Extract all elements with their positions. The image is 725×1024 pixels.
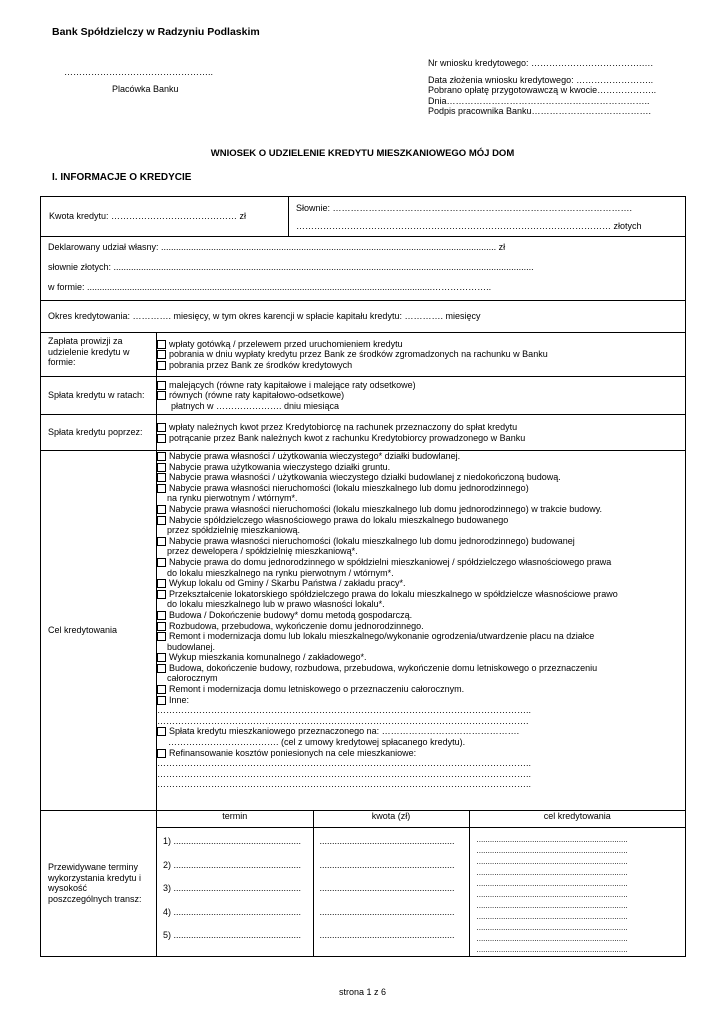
installments-label: Spłata kredytu w ratach:: [41, 377, 157, 415]
kwota-list: [314, 830, 469, 948]
tranche-termin-field[interactable]: 1) ...................................................: [163, 836, 302, 846]
termin-column: [157, 828, 313, 956]
repayment-option-transfer[interactable]: wpłaty należnych kwot przez Kredytobiorcę na rachunek przeznaczony do spłat kredytu: [157, 422, 685, 433]
tranche-cel-field[interactable]: ....................................................................: [476, 934, 628, 943]
checkbox[interactable]: [157, 622, 166, 631]
checkbox[interactable]: [157, 749, 166, 758]
period-text: Okres kredytowania: …………. miesięcy, w tym okres karencji w spłacie kapitału kredytu: …………. miesięcy: [48, 311, 481, 322]
declared-amount: Deklarowany udział własny: ...................................................................................................................................... zł: [48, 242, 506, 252]
tranches-row: [41, 811, 686, 957]
tranche-kwota-field[interactable]: ......................................................: [319, 906, 455, 917]
checkbox[interactable]: [157, 463, 166, 472]
tranche-termin-field[interactable]: 4) ...................................................: [163, 906, 302, 917]
tranches-label: Przewidywane terminy wykorzystania kredytu i wysokość poszczególnych transz:: [41, 811, 157, 957]
purpose-option-line: Remont i modernizacja domu letniskowego o przeznaczeniu całorocznym.: [169, 684, 465, 695]
purpose-option-label: [169, 462, 390, 473]
page-number: strona 1 z 6: [338, 987, 387, 997]
checkbox[interactable]: [157, 340, 166, 349]
checkbox[interactable]: [157, 452, 166, 461]
checkbox[interactable]: [157, 516, 166, 525]
purpose-option[interactable]: [157, 515, 685, 536]
amount-words-line1: Słownie: ……………………………………………………………………………………….: [296, 203, 633, 213]
tranche-cel-field[interactable]: ....................................................................: [476, 879, 628, 888]
checkbox[interactable]: [157, 434, 166, 443]
purpose-option[interactable]: [157, 462, 685, 473]
purpose-option-label: [169, 578, 406, 589]
refinance-costs-line-3[interactable]: ……………………………………………………………………………………………………………..: [157, 779, 532, 790]
purpose-option[interactable]: [157, 652, 685, 663]
header-kwota: kwota (zł): [313, 811, 469, 828]
tranche-kwota-field[interactable]: ......................................................: [319, 859, 455, 870]
tranche-termin-field[interactable]: 2) ...................................................: [163, 859, 302, 870]
purpose-option-line: całorocznym: [167, 673, 218, 684]
installment-payment-day: płatnych w …………………. dniu miesiąca: [171, 400, 340, 411]
purpose-option[interactable]: [157, 684, 685, 695]
tranche-kwota-field[interactable]: ......................................................: [319, 930, 455, 940]
submission-date-field: Data złożenia wniosku kredytowego: ……………………..: [428, 74, 654, 85]
commission-option-cash[interactable]: wpłaty gotówką / przelewem przed uruchomieniem kredytu: [157, 339, 685, 350]
purpose-option-refinance-costs[interactable]: Refinansowanie kosztów poniesionych na cele mieszkaniowe:: [157, 748, 685, 759]
purpose-option-line: Nabycie prawa do domu jednorodzinnego w spółdzielni mieszkaniowej / spółdzielczego własnościowego prawa: [169, 556, 612, 567]
purpose-option[interactable]: [157, 451, 685, 462]
checkbox[interactable]: [157, 590, 166, 599]
amount-label: Kwota kredytu: …………………………………… zł: [49, 211, 247, 222]
installment-option-decreasing[interactable]: malejących (równe raty kapitałowe i malejące raty odsetkowe): [157, 380, 685, 391]
repayment-options: [157, 415, 686, 451]
commission-option-credit[interactable]: pobrania przez Bank ze środków kredytowych: [157, 360, 685, 371]
tranche-cel-field[interactable]: ....................................................................: [476, 912, 628, 921]
purpose-option-label: [169, 589, 618, 610]
purpose-option-label: [169, 631, 594, 652]
fee-field: Pobrano opłatę przygotowawczą w kwocie………………..: [428, 85, 657, 96]
purpose-option-line: budowlanej.: [167, 641, 216, 652]
tranche-cel-field[interactable]: ....................................................................: [476, 835, 628, 844]
termin-list: [157, 830, 313, 948]
amount-words-line2: …………………………………………………………………………………………… złotych: [296, 220, 642, 231]
tranche-termin-field[interactable]: 5) ...................................................: [163, 930, 302, 940]
commission-options: [157, 333, 686, 377]
tranches-body-row: [157, 828, 685, 956]
period-cell[interactable]: [41, 301, 686, 333]
checkbox[interactable]: [157, 558, 166, 567]
checkbox[interactable]: [157, 632, 166, 641]
refinance-loan-purpose[interactable]: ………………………………. (cel z umowy kredytowej spłacanego kredytu).: [168, 737, 466, 748]
purpose-option-label: [169, 515, 508, 536]
purpose-option-label: [169, 483, 529, 504]
checkbox[interactable]: [157, 350, 166, 359]
purpose-option-label: [169, 684, 464, 695]
purpose-option[interactable]: [157, 589, 685, 610]
tranche-cel-field[interactable]: ....................................................................: [476, 846, 628, 855]
purpose-option-line: Wykup mieszkania komunalnego / zakładowego*.: [169, 652, 367, 663]
branch-label: Placówka Banku: [112, 84, 179, 94]
purpose-option-line: do lokalu mieszkalnego lub w prawo własności lokalu*.: [167, 599, 385, 610]
purpose-option[interactable]: [157, 536, 685, 557]
tranche-cel-field[interactable]: ....................................................................: [476, 857, 628, 866]
purpose-option[interactable]: [157, 621, 685, 632]
purpose-option[interactable]: [157, 557, 685, 578]
purpose-option-label: [169, 663, 597, 684]
purpose-option-line: Nabycie prawa własności nieruchomości (lokalu mieszkalnego lub domu jednorodzinnego) w trakcie budowy.: [169, 503, 603, 514]
purpose-row: [41, 451, 686, 811]
checkbox[interactable]: [157, 579, 166, 588]
purpose-option[interactable]: [157, 663, 685, 684]
purpose-option-label: [169, 451, 460, 462]
tranche-kwota-field[interactable]: ......................................................: [319, 883, 455, 893]
declared-words: słownie złotych: ........................................................................................................................................................................: [48, 261, 534, 272]
other-line-1[interactable]: ……………………………………………………………………………………………………………..: [157, 705, 532, 716]
purpose-option-line: do lokalu mieszkalnego na rynku pierwotnym / wtórnym*.: [167, 567, 394, 578]
checkbox[interactable]: [157, 423, 166, 432]
tranche-cel-field[interactable]: ....................................................................: [476, 890, 628, 899]
installments-options: [157, 377, 686, 415]
cel-column: [469, 828, 685, 956]
purpose-option-label: [169, 652, 367, 663]
checkbox[interactable]: [157, 727, 166, 736]
purpose-option-line: Budowa, dokończenie budowy, rozbudowa, przebudowa, wykończenie domu letniskowego o przeznaczeniu: [169, 662, 598, 673]
checkbox[interactable]: [157, 391, 166, 400]
purpose-option-line: Remont i modernizacja domu lub lokalu mieszkalnego/wykonanie ogrodzenia/utwardzenie placu na działce: [169, 631, 595, 642]
commission-row: [41, 333, 686, 377]
purpose-options: [157, 451, 686, 811]
checkbox[interactable]: [157, 611, 166, 620]
tranches-header-row: [157, 811, 685, 828]
purpose-option-line: Przekształcenie lokatorskiego spółdzielczego prawa do lokalu mieszkalnego w spółdzielcze własnościowe prawo: [169, 588, 618, 599]
purpose-option-line: Rozbudowa, przebudowa, wykończenie domu jednorodzinnego.: [169, 620, 424, 631]
checkbox[interactable]: [157, 696, 166, 705]
commission-option-account[interactable]: pobrania w dniu wypłaty kredytu przez Bank ze środków zgromadzonych na rachunku w Banku: [157, 349, 685, 360]
amount-words-cell[interactable]: [289, 197, 686, 237]
checkbox[interactable]: [157, 537, 166, 546]
refinance-costs-line-2[interactable]: ……………………………………………………………………………………………………………..: [157, 768, 532, 779]
purpose-option-refinance-loan[interactable]: Spłata kredytu mieszkaniowego przeznaczonego na: ……………………………………….: [157, 726, 685, 737]
amount-row: [41, 197, 686, 237]
purpose-option-line: Nabycie prawa własności / użytkowania wieczystego działki budowlanej z niedokończoną budową.: [169, 472, 561, 483]
purpose-label: Cel kredytowania: [41, 451, 157, 811]
credit-info-table: [40, 196, 686, 957]
repayment-row: [41, 415, 686, 451]
checkbox[interactable]: [157, 505, 166, 514]
purpose-option-label: [169, 557, 611, 578]
purpose-option-line: Wykup lokalu od Gminy / Skarbu Państwa / zakładu pracy*.: [169, 578, 406, 589]
bank-name: Bank Spółdzielczy w Radzyniu Podlaskim: [52, 26, 260, 38]
bank-use-fields: [428, 58, 656, 117]
checkbox[interactable]: [157, 473, 166, 482]
header-cel: cel kredytowania: [469, 811, 685, 828]
purpose-option-line: Nabycie prawa użytkowania wieczystego działki gruntu.: [169, 461, 391, 472]
checkbox[interactable]: [157, 484, 166, 493]
branch-dots: …………………………………………..: [64, 67, 214, 77]
tranches-table: [157, 811, 685, 956]
employee-signature-field: Podpis pracownika Banku………………………………….: [428, 106, 652, 117]
section-title: I. INFORMACJE O KREDYCIE: [52, 172, 192, 183]
other-line-2[interactable]: …………………………………………………………………………………………………………….: [157, 715, 529, 726]
installment-option-equal[interactable]: równych (równe raty kapitałowo-odsetkowe): [157, 390, 685, 401]
checkbox[interactable]: [157, 381, 166, 390]
purpose-option[interactable]: [157, 483, 685, 504]
tranche-cel-field[interactable]: ....................................................................: [476, 923, 628, 932]
refinance-costs-line-1[interactable]: ……………………………………………………………………………………………………………..: [157, 758, 532, 769]
purpose-option-line: przez dewelopera / spółdzielnię mieszkaniową*.: [167, 546, 358, 557]
purpose-option-line: na rynku pierwotnym / wtórnym*.: [167, 493, 298, 504]
declared-cell[interactable]: [41, 237, 686, 301]
checkbox[interactable]: [157, 653, 166, 662]
purpose-option[interactable]: [157, 631, 685, 652]
purpose-option-label: [169, 536, 575, 557]
period-row: [41, 301, 686, 333]
purpose-option-line: Nabycie spółdzielczego własnościowego prawa do lokalu mieszkalnego budowanego: [169, 514, 509, 525]
kwota-column: [313, 828, 469, 956]
purpose-option-label: [169, 472, 561, 483]
installments-row: [41, 377, 686, 415]
tranche-cel-field[interactable]: ....................................................................: [476, 945, 628, 954]
date-field: Dnia…………………………………………………………..: [428, 95, 650, 106]
checkbox[interactable]: [157, 685, 166, 694]
declared-form: w formie: ..........................................................................................................................................………………..: [48, 282, 492, 293]
purpose-option-line: Nabycie prawa własności nieruchomości (lokalu mieszkalnego lub domu jednorodzinnego): [169, 482, 529, 493]
repayment-option-deduction[interactable]: potrącanie przez Bank należnych kwot z rachunku Kredytobiorcy prowadzonego w Banku: [157, 433, 685, 444]
purpose-option-line: Nabycie prawa własności nieruchomości (lokalu mieszkalnego lub domu jednorodzinnego) budowanej: [169, 535, 575, 546]
cel-list: [470, 834, 686, 955]
purpose-option[interactable]: [157, 610, 685, 621]
document-title: WNIOSEK O UDZIELENIE KREDYTU MIESZKANIOWEGO MÓJ DOM: [210, 148, 515, 159]
declared-row: [41, 237, 686, 301]
purpose-option[interactable]: [157, 472, 685, 483]
tranches-cell: [157, 811, 686, 957]
tranche-kwota-field[interactable]: ......................................................: [319, 836, 455, 846]
purpose-option-line: Budowa / Dokończenie budowy* domu metodą gospodarczą.: [169, 609, 413, 620]
checkbox[interactable]: [157, 361, 166, 370]
purpose-option-other[interactable]: Inne:: [157, 695, 685, 706]
purpose-option-label: [169, 610, 412, 621]
purpose-option-label: [169, 504, 602, 515]
tranche-termin-field[interactable]: 3) ...................................................: [163, 883, 302, 893]
commission-label: Zapłata prowizji za udzielenie kredytu w formie:: [41, 333, 157, 377]
purpose-option[interactable]: [157, 578, 685, 589]
tranche-cel-field[interactable]: ....................................................................: [476, 868, 628, 877]
tranche-cel-field[interactable]: ....................................................................: [476, 901, 628, 910]
purpose-option-list: [157, 451, 685, 695]
header-termin: termin: [157, 811, 313, 828]
purpose-option-label: [169, 621, 424, 632]
amount-cell[interactable]: [41, 197, 289, 237]
purpose-option-line: Nabycie prawa własności / użytkowania wieczystego* działki budowlanej.: [169, 451, 461, 461]
application-number-field: Nr wniosku kredytowego: ……………………………….….: [428, 58, 654, 68]
purpose-option[interactable]: [157, 504, 685, 515]
purpose-option-line: przez spółdzielnię mieszkaniową.: [167, 525, 301, 536]
repayment-label: Spłata kredytu poprzez:: [41, 415, 157, 451]
checkbox[interactable]: [157, 664, 166, 673]
